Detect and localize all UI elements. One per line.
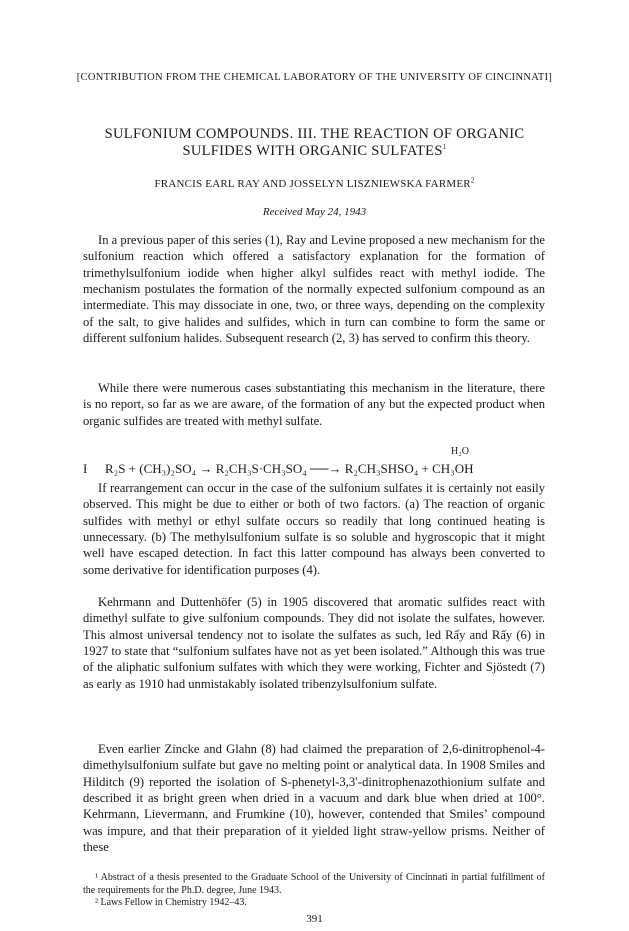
body-paragraph-5: [83, 741, 545, 855]
paragraph-text: Even earlier Zincke and Glahn (8) had claimed the preparation of 2,6-dinitrophenol-4-dimethylsulfonium sulfate but gave no melting point or analytical data. In 1908 Smiles and Hilditch (9) reported the isolation of S-phenetyl-3,3′-dinitrophenazothionium sulfate and described it as bright green when dried in a vacuum and dark blue when dried at 100°. Kehrmann, Lievermann, and Frumkine (10), however, contended that Smiles’ compound was impure, and that their preparation of it yielded light straw-yellow prisms. Neither of these: [83, 742, 545, 855]
body-paragraph-1: [83, 232, 545, 346]
author-line: [0, 178, 629, 190]
paragraph-text: Kehrmann and Duttenhöfer (5) in 1905 discovered that aromatic sulfides react with dimethyl sulfate to give sulfonium compounds. They did not isolate the sulfates, however. This almost universal tendency not to isolate the sulfates as such, led Rấy and Rấy (6) in 1927 to state that “sulfonium sulfates have not as yet been isolated.” Although this was true of the aliphatic sulfonium sulfates with which they were working, Fichter and Sjöstedt (7) as early as 1910 had unmistakably isolated tribenzylsulfonium sulfate.: [83, 595, 545, 691]
page-number: 391: [306, 913, 323, 925]
body-paragraph-4: [83, 594, 545, 692]
paragraph-text: While there were numerous cases substantiating this mechanism in the literature, there is no report, so far as we are aware, of the formation of any but the expected product when organic sulfides are treated with methyl sulfate.: [83, 381, 545, 428]
equation-label: I: [83, 461, 88, 476]
received-date: Received May 24, 1943: [262, 206, 367, 218]
article-title: [60, 126, 569, 160]
author-footnote-mark: 2: [470, 176, 475, 185]
equation-text: R₂S + (CH₃)₂SO₄ → R₂CH₃S·CH₃SO₄ ──→ R₂CH₃SHSO₄ + CH₃OH: [105, 461, 474, 476]
body-paragraph-2: [83, 380, 545, 429]
title-line-1: SULFONIUM COMPOUNDS. III. THE REACTION OF ORGANIC: [104, 126, 525, 142]
paragraph-text: In a previous paper of this series (1), Ray and Levine proposed a new mechanism for the sulfonium reaction which offered a satisfactory explanation for the formation of trimethylsulfonium iodide when higher alkyl sulfides react with methyl iodide. The mechanism postulates the formation of the normally expected sulfonium compound as an intermediate. This may dissociate in one, two, or three ways, depending on the complexity of the salt, to give halides and sulfides, which in turn can combine to form the same or different sulfonium halides. Subsequent research (2, 3) has served to confirm this theory.: [83, 233, 545, 346]
authors-text: FRANCIS EARL RAY AND JOSSELYN LISZNIEWSKA FARMER: [154, 178, 471, 190]
title-line-2-wrap: [60, 143, 569, 160]
paragraph-text: If rearrangement can occur in the case of the sulfonium sulfates it is certainly not easily observed. This might be due to either or both of two factors. (a) The reaction of organic sulfides with methyl or ethyl sulfate occurs so readily that long continued heating is unnecessary. (b) The methylsulfonium sulfate is so soluble and hygroscopic that it might well have escaped detection. In fact this latter compound has always been converted to some derivative for identification purposes (4).: [83, 481, 545, 577]
title-footnote-mark: 1: [442, 143, 447, 152]
title-line-2: SULFIDES WITH ORGANIC SULFATES: [182, 143, 443, 159]
reaction-equation: [83, 446, 545, 480]
footnote-1: ¹ Abstract of a thesis presented to the Graduate School of the University of Cincinnati in partial fulfillment of the requirements for the Ph.D. degree, June 1943.: [83, 872, 545, 896]
footnote-2: ² Laws Fellow in Chemistry 1942–43.: [95, 897, 247, 908]
footnotes: [83, 872, 545, 910]
equation-arrow-reagent: H₂O: [451, 446, 469, 457]
body-paragraph-3: [83, 480, 545, 578]
contribution-header: [CONTRIBUTION FROM THE CHEMICAL LABORATORY OF THE UNIVERSITY OF CINCINNATI]: [76, 72, 553, 83]
